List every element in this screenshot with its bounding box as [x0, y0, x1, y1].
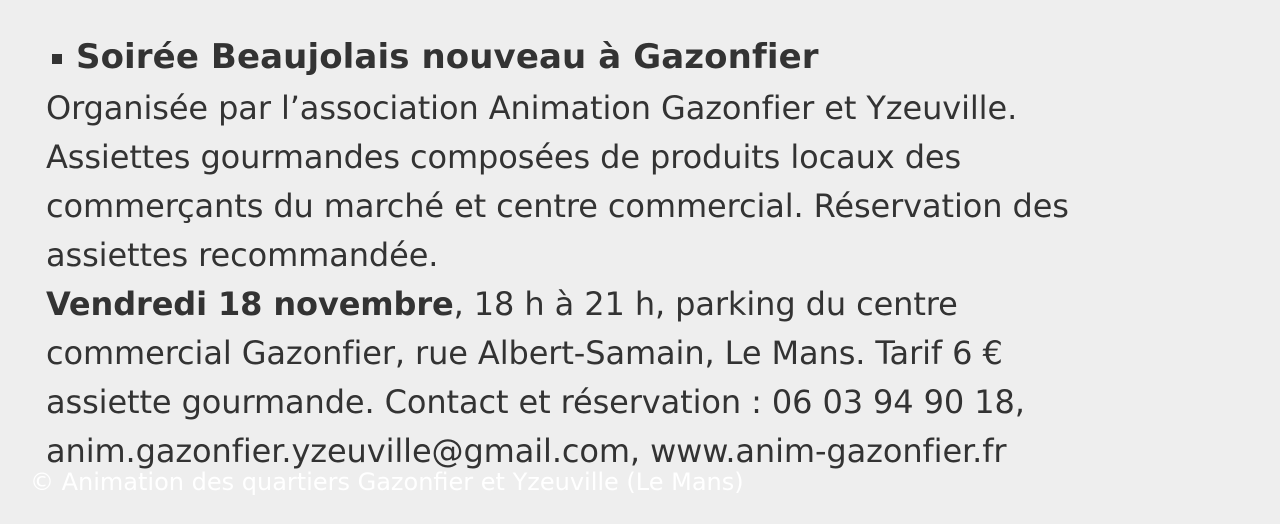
event-time-location: , 18 h à 21 h, parking du centre: [453, 285, 958, 323]
description-line: Assiettes gourmandes composées de produits locaux des: [46, 138, 962, 176]
square-bullet-icon: [52, 54, 62, 64]
description-line: Organisée par l’association Animation Gazonfier et Yzeuville.: [46, 89, 1018, 127]
details-line: assiette gourmande. Contact et réservation : 06 03 94 90 18,: [46, 383, 1025, 421]
event-body: [46, 84, 1246, 476]
description-line: assiettes recommandée.: [46, 236, 439, 274]
photo-credit: © Animation des quartiers Gazonfier et Yzeuville (Le Mans): [30, 468, 744, 496]
description-line: commerçants du marché et centre commercial. Réservation des: [46, 187, 1069, 225]
event-listing: [46, 34, 1246, 476]
event-date: Vendredi 18 novembre: [46, 285, 454, 323]
contact-line: anim.gazonfier.yzeuville@gmail.com, www.anim-gazonfier.fr: [46, 432, 1007, 470]
event-heading: [46, 34, 1246, 80]
details-line: [46, 280, 1246, 329]
event-title: Soirée Beaujolais nouveau à Gazonfier: [76, 37, 819, 77]
details-line: commercial Gazonfier, rue Albert-Samain, Le Mans. Tarif 6 €: [46, 334, 1003, 372]
